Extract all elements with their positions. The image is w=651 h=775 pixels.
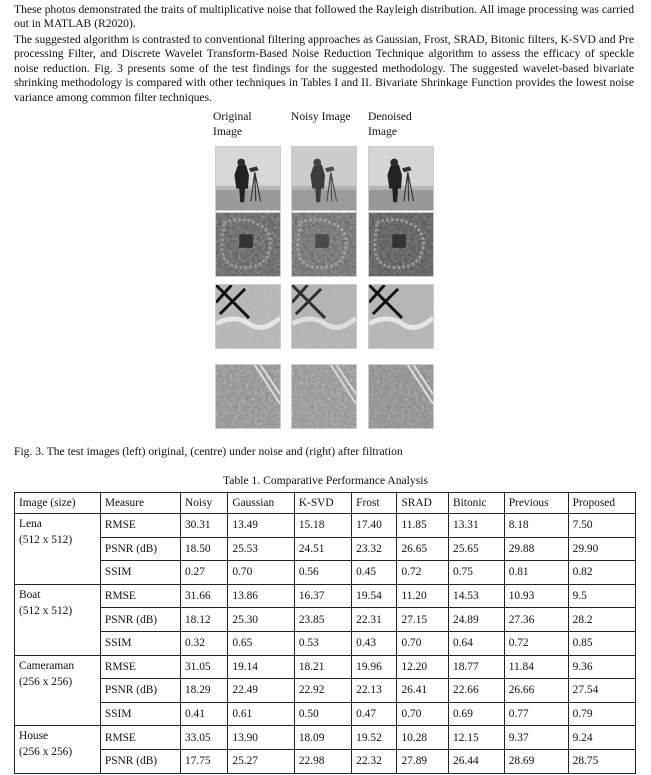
value-cell: 0.77 — [504, 702, 568, 726]
image-cell-cameraman — [15, 655, 101, 726]
measure-cell: RMSE — [100, 514, 180, 538]
table-row — [15, 749, 636, 773]
value-cell: 0.82 — [568, 561, 635, 585]
figure-label-original-line1: Original — [213, 110, 252, 123]
value-cell: 18.29 — [180, 679, 227, 703]
value-cell: 25.30 — [228, 608, 294, 632]
table-row — [15, 537, 636, 561]
image-cameraman-denoised — [368, 146, 434, 211]
performance-table — [14, 492, 636, 774]
value-cell: 0.47 — [352, 702, 397, 726]
value-cell: 13.49 — [228, 514, 294, 538]
measure-cell: PSNR (dB) — [100, 679, 180, 703]
value-cell: 29.88 — [504, 537, 568, 561]
value-cell: 11.84 — [504, 655, 568, 679]
value-cell: 22.98 — [294, 749, 351, 773]
table-row — [15, 702, 636, 726]
value-cell: 27.15 — [397, 608, 449, 632]
measure-cell: RMSE — [100, 655, 180, 679]
value-cell: 0.69 — [449, 702, 505, 726]
value-cell: 18.77 — [449, 655, 505, 679]
value-cell: 0.45 — [352, 561, 397, 585]
value-cell: 0.65 — [228, 631, 294, 655]
table-row — [15, 655, 636, 679]
image-aerial-original — [215, 364, 281, 429]
value-cell: 31.05 — [180, 655, 227, 679]
value-cell: 0.50 — [294, 702, 351, 726]
measure-cell: SSIM — [100, 702, 180, 726]
value-cell: 17.40 — [352, 514, 397, 538]
header-noisy: Noisy — [180, 493, 227, 514]
value-cell: 9.36 — [568, 655, 635, 679]
header-measure: Measure — [100, 493, 180, 514]
image-river-denoised — [368, 284, 434, 349]
value-cell: 19.14 — [228, 655, 294, 679]
image-aerial-denoised — [368, 364, 434, 429]
value-cell: 13.31 — [449, 514, 505, 538]
image-cameraman-noisy — [291, 146, 357, 211]
table-caption: Table 1. Comparative Performance Analysis — [223, 474, 428, 487]
value-cell: 28.2 — [568, 608, 635, 632]
figure-caption: Fig. 3. The test images (left) original, (centre) under noise and (right) after filtration — [14, 445, 403, 458]
value-cell: 18.50 — [180, 537, 227, 561]
value-cell: 17.75 — [180, 749, 227, 773]
value-cell: 22.13 — [352, 679, 397, 703]
figure-label-denoised — [368, 109, 412, 139]
paragraph-intro: These photos demonstrated the traits of multiplicative noise that followed the Rayleigh distribution. All image processing was carried out in MATLAB (R2020). — [14, 3, 634, 31]
image-size: (512 x 512) — [19, 604, 73, 617]
table-row — [15, 726, 636, 750]
image-region-noisy — [291, 212, 357, 277]
figure-label-denoised-line1: Denoised — [368, 110, 412, 123]
measure-cell: RMSE — [100, 584, 180, 608]
image-aerial-noisy — [291, 364, 357, 429]
image-river-original — [215, 284, 281, 349]
figure-label-noisy — [291, 109, 351, 124]
value-cell: 12.20 — [397, 655, 449, 679]
value-cell: 0.72 — [397, 561, 449, 585]
paragraph-comparison: The suggested algorithm is contrasted to conventional filtering approaches as Gaussian, Frost, SRAD, Bitonic filters, K-SVD and Pre processing Filter, and Discrete Wavelet Transform-Based Noise Reduction Technique algorithm to assess the efficacy of speckle noise reduction. Fig. 3 presents some of the test findings for the suggested methodology. The suggested wavelet-based bivariate shrinking methodology is compared with other techniques in Tables I and II. Bivariate Shrinkage Function provides the lowest noise variance among common filter techniques. — [14, 33, 634, 104]
value-cell: 0.32 — [180, 631, 227, 655]
value-cell: 24.89 — [449, 608, 505, 632]
table-row — [15, 631, 636, 655]
image-name: Cameraman — [19, 659, 75, 672]
value-cell: 28.75 — [568, 749, 635, 773]
image-size: (256 x 256) — [19, 746, 73, 759]
value-cell: 9.5 — [568, 584, 635, 608]
value-cell: 18.09 — [294, 726, 351, 750]
value-cell: 0.70 — [397, 702, 449, 726]
figure-label-noisy-line1: Noisy Image — [291, 110, 351, 123]
header-gaussian: Gaussian — [228, 493, 294, 514]
value-cell: 0.70 — [228, 561, 294, 585]
value-cell: 7.50 — [568, 514, 635, 538]
value-cell: 30.31 — [180, 514, 227, 538]
value-cell: 25.27 — [228, 749, 294, 773]
value-cell: 28.69 — [504, 749, 568, 773]
figure-label-original — [213, 109, 252, 139]
value-cell: 10.28 — [397, 726, 449, 750]
table-row — [15, 608, 636, 632]
value-cell: 11.85 — [397, 514, 449, 538]
header-proposed: Proposed — [568, 493, 635, 514]
image-region-original — [215, 212, 281, 277]
image-cell-house — [15, 726, 101, 773]
value-cell: 25.65 — [449, 537, 505, 561]
table-row — [15, 679, 636, 703]
table-header-row — [15, 493, 636, 514]
value-cell: 27.54 — [568, 679, 635, 703]
value-cell: 9.24 — [568, 726, 635, 750]
value-cell: 22.32 — [352, 749, 397, 773]
image-cameraman-original — [215, 146, 281, 211]
value-cell: 18.21 — [294, 655, 351, 679]
table-row — [15, 561, 636, 585]
value-cell: 25.53 — [228, 537, 294, 561]
measure-cell: SSIM — [100, 631, 180, 655]
value-cell: 0.43 — [352, 631, 397, 655]
value-cell: 26.41 — [397, 679, 449, 703]
value-cell: 11.20 — [397, 584, 449, 608]
value-cell: 16.37 — [294, 584, 351, 608]
image-cell-lena — [15, 514, 101, 585]
value-cell: 9.37 — [504, 726, 568, 750]
value-cell: 13.86 — [228, 584, 294, 608]
image-name: Boat — [19, 588, 41, 601]
value-cell: 0.70 — [397, 631, 449, 655]
value-cell: 31.66 — [180, 584, 227, 608]
value-cell: 26.44 — [449, 749, 505, 773]
header-image-size: Image (size) — [15, 493, 101, 514]
value-cell: 19.52 — [352, 726, 397, 750]
measure-cell: RMSE — [100, 726, 180, 750]
measure-cell: SSIM — [100, 561, 180, 585]
value-cell: 22.49 — [228, 679, 294, 703]
table-row — [15, 514, 636, 538]
image-cell-boat — [15, 584, 101, 655]
value-cell: 0.56 — [294, 561, 351, 585]
measure-cell: PSNR (dB) — [100, 537, 180, 561]
value-cell: 19.96 — [352, 655, 397, 679]
value-cell: 22.92 — [294, 679, 351, 703]
value-cell: 0.81 — [504, 561, 568, 585]
table-row — [15, 584, 636, 608]
value-cell: 23.32 — [352, 537, 397, 561]
figure-label-denoised-line2: Image — [368, 125, 397, 138]
measure-cell: PSNR (dB) — [100, 749, 180, 773]
value-cell: 0.64 — [449, 631, 505, 655]
value-cell: 27.36 — [504, 608, 568, 632]
header-bitonic: Bitonic — [449, 493, 505, 514]
header-srad: SRAD — [397, 493, 449, 514]
value-cell: 0.75 — [449, 561, 505, 585]
value-cell: 0.27 — [180, 561, 227, 585]
value-cell: 0.41 — [180, 702, 227, 726]
value-cell: 0.79 — [568, 702, 635, 726]
value-cell: 14.53 — [449, 584, 505, 608]
image-river-noisy — [291, 284, 357, 349]
value-cell: 10.93 — [504, 584, 568, 608]
value-cell: 12.15 — [449, 726, 505, 750]
value-cell: 18.12 — [180, 608, 227, 632]
header-previous: Previous — [504, 493, 568, 514]
value-cell: 23.85 — [294, 608, 351, 632]
figure-label-original-line2: Image — [213, 125, 242, 138]
value-cell: 22.66 — [449, 679, 505, 703]
image-region-denoised — [368, 212, 434, 277]
value-cell: 26.65 — [397, 537, 449, 561]
image-size: (256 x 256) — [19, 675, 73, 688]
image-name: Lena — [19, 518, 42, 530]
image-size: (512 x 512) — [19, 534, 73, 546]
value-cell: 8.18 — [504, 514, 568, 538]
value-cell: 24.51 — [294, 537, 351, 561]
header-ksvd: K-SVD — [294, 493, 351, 514]
image-name: House — [19, 730, 49, 743]
header-frost: Frost — [352, 493, 397, 514]
value-cell: 26.66 — [504, 679, 568, 703]
value-cell: 27.89 — [397, 749, 449, 773]
value-cell: 33.05 — [180, 726, 227, 750]
value-cell: 0.53 — [294, 631, 351, 655]
value-cell: 19.54 — [352, 584, 397, 608]
value-cell: 22.31 — [352, 608, 397, 632]
value-cell: 0.85 — [568, 631, 635, 655]
value-cell: 29.90 — [568, 537, 635, 561]
value-cell: 15.18 — [294, 514, 351, 538]
value-cell: 0.72 — [504, 631, 568, 655]
value-cell: 0.61 — [228, 702, 294, 726]
measure-cell: PSNR (dB) — [100, 608, 180, 632]
value-cell: 13.90 — [228, 726, 294, 750]
